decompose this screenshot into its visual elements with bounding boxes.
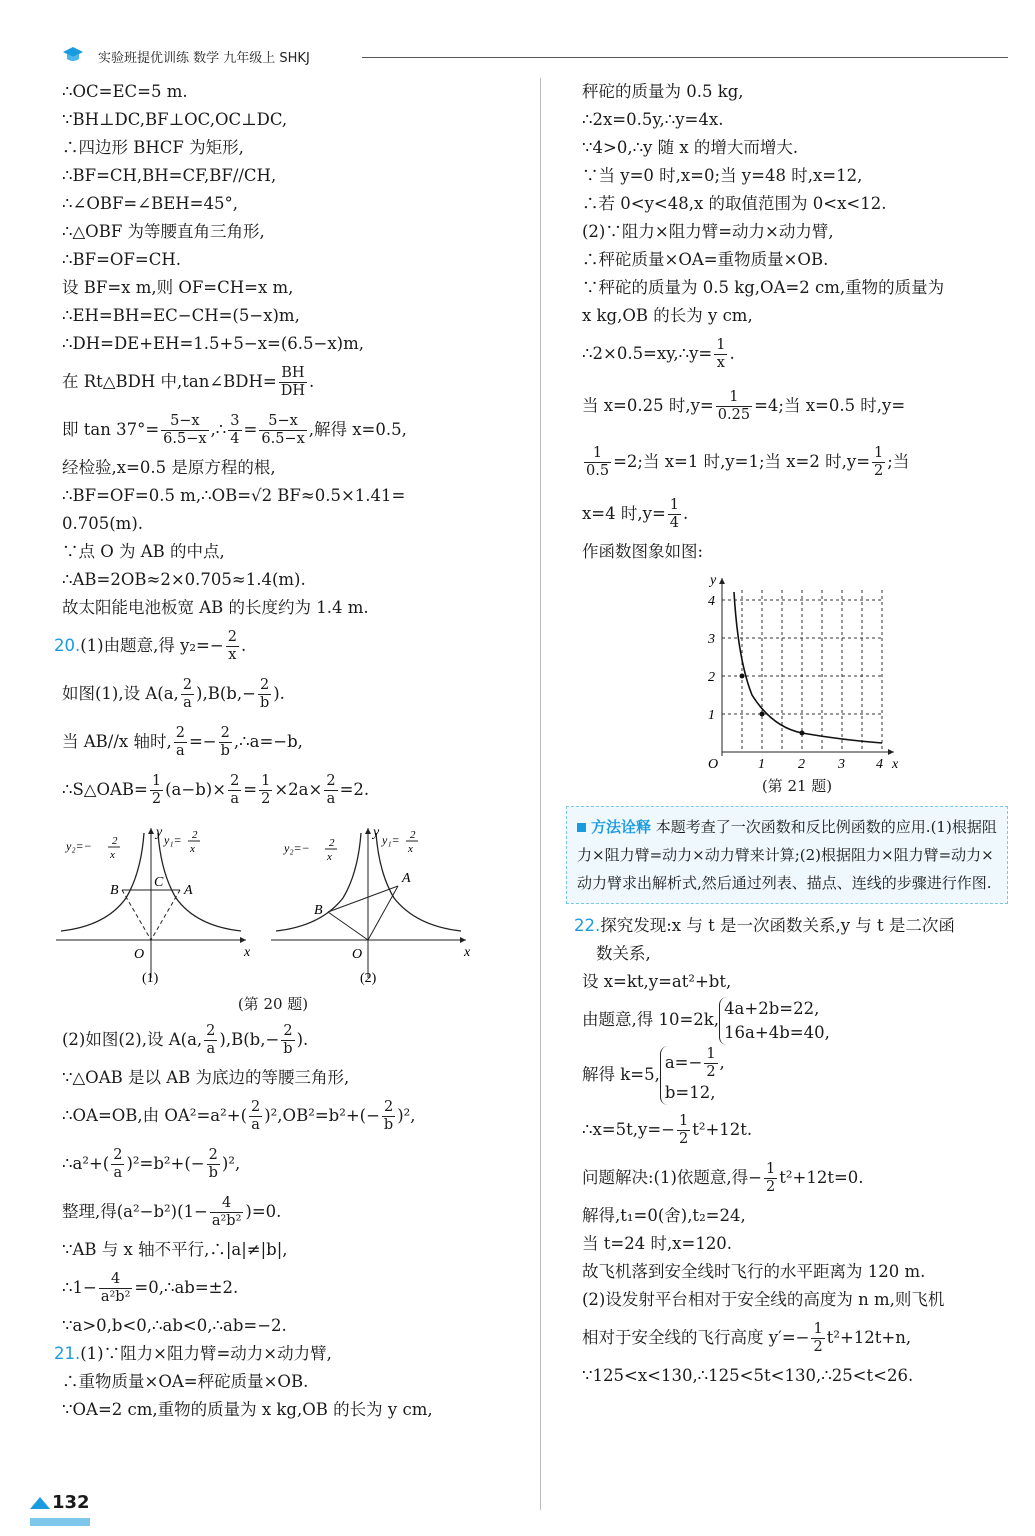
page-arrow-icon (30, 1497, 50, 1509)
method-note-box (566, 806, 1008, 904)
solution-line: $\frac{1}{0.5}$ =2;当 x=1 时,y=1;当 x=2 时,y= $\frac{1}{2}$ ;当 (586, 445, 910, 479)
y1-numerator: 2 (410, 829, 416, 841)
solution-line: 设 x=kt,y=at²+bt, (582, 972, 732, 991)
solution-line: ∴1− $\frac{4}{\text{a²b²}}$ =0,∴ab=±2. (62, 1271, 239, 1305)
solution-line: 故太阳能电池板宽 AB 的长度约为 1.4 m. (62, 598, 369, 617)
point-A-label: A (402, 871, 411, 886)
solution-line: ∴OA=OB,由 OA²=a²+( $\frac{2}{a}$ )²,OB²=b²+(− $\frac{2}{b}$ )², (62, 1099, 416, 1133)
solution-line: 经检验,x=0.5 是原方程的根, (62, 458, 276, 477)
point-C-label: C (154, 875, 164, 890)
solution-line: ∴BF=OF=CH. (62, 250, 181, 269)
solution-line: ∵当 y=0 时,x=0;当 y=48 时,x=12, (582, 166, 863, 185)
page-number-bar (30, 1518, 90, 1526)
question-number: 21. (54, 1344, 81, 1363)
figure-20 (46, 818, 476, 988)
solution-line: ∵a>0,b<0,∴ab<0,∴ab=−2. (62, 1316, 287, 1335)
solution-line: ∵4>0,∴y 随 x 的增大而增大. (582, 138, 799, 157)
y1-label: y₁= (382, 833, 400, 847)
y-axis-label: y (710, 573, 717, 588)
question-21-line: 21.(1)∵阻力×阻力臂=动力×动力臂, (54, 1344, 332, 1363)
y-axis-label: y (373, 825, 380, 840)
solution-line: (2)设发射平台相对于安全线的高度为 n m,则飞机 (582, 1290, 945, 1309)
solution-line: ∴△OBF 为等腰直角三角形, (62, 222, 265, 241)
solution-line: ∵AB 与 x 轴不平行,∴|a|≠|b|, (62, 1240, 288, 1259)
solution-line: 解得 k=5, a=− $\frac{1}{2}$ , b=12, (582, 1044, 1012, 1106)
solution-line: (2)如图(2),设 A(a, $\frac{2}{a}$ ),B(b,− $\frac{2}{b}$ ). (62, 1023, 309, 1057)
figure-20-caption: (第 20 题) (237, 995, 309, 1013)
figure-20-1-caption: (1) (142, 971, 159, 986)
solution-line: 解得,t₁=0(舍),t₂=24, (582, 1206, 746, 1225)
solution-line: 数关系, (596, 944, 651, 963)
column-divider (540, 78, 541, 1510)
x-tick-3: 3 (838, 757, 845, 770)
figure-20-1 (56, 825, 251, 986)
solution-line: ∴a²+( $\frac{2}{a}$ )²=b²+(− $\frac{2}{b}$ )², (62, 1147, 241, 1181)
solution-line: 即 tan 37°= $\frac{5-x}{6.5-x}$ ,∴ $\frac{3}{4}$ = $\frac{5-x}{6.5-x}$ ,解得 x=0.5, (62, 413, 407, 447)
page-header (62, 44, 1008, 68)
solution-line: ∴2×0.5=xy,∴y= $\frac{1}{x}$ . (582, 337, 735, 371)
header-title: 实验班提优训练 数学 九年级上 SHKJ (98, 51, 310, 66)
solution-line: 在 Rt△BDH 中,tan∠BDH= $\frac{BH}{DH}$ . (62, 365, 315, 399)
origin-label: O (708, 757, 719, 770)
solution-line: 当 t=24 时,x=120. (582, 1234, 733, 1253)
solution-line: ∴四边形 BHCF 为矩形, (62, 138, 244, 157)
solution-line: ∴OC=EC=5 m. (62, 82, 188, 101)
solution-line: ∴AB=2OB≈2×0.705≈1.4(m). (62, 570, 306, 589)
y1-numerator: 2 (192, 829, 198, 841)
solution-line: 故飞机落到安全线时飞行的水平距离为 120 m. (582, 1262, 926, 1281)
figure-20-2 (271, 825, 471, 986)
solution-line: ∴2x=0.5y,∴y=4x. (582, 110, 724, 129)
solution-line: ∴x=5t,y=− $\frac{1}{2}$ t²+12t. (582, 1113, 753, 1147)
figure-21-caption: (第 21 题) (761, 777, 833, 795)
y2-numerator: 2 (112, 835, 118, 847)
method-note-text: 本题考查了一次函数和反比例函数的应用.(1)根据阻力×阻力臂=动力×动力臂来计算;(2)根据阻力×阻力臂=动力×动力臂求出解析式,然后通过列表、描点、连线的步骤进行作图. (577, 818, 997, 892)
solution-line: ∴DH=DE+EH=1.5+5−x=(6.5−x)m, (62, 334, 364, 353)
y2-denominator: x (327, 851, 332, 863)
y1-denominator: x (190, 843, 195, 855)
solution-line: 设 BF=x m,则 OF=CH=x m, (62, 278, 294, 297)
right-column (574, 78, 1012, 1390)
question-20-line: 20.(1)由题意,得 y₂=− $\frac{2}{x}$ . (54, 629, 247, 663)
solution-line: ∴重物质量×OA=秤砣质量×OB. (62, 1372, 309, 1391)
x-tick-2: 2 (798, 757, 805, 770)
solution-line: ∴秤砣质量×OA=重物质量×OB. (582, 250, 829, 269)
solution-line: ∵BH⊥DC,BF⊥OC,OC⊥DC, (62, 110, 288, 129)
point-A-label: A (184, 883, 193, 898)
solution-line: 由题意,得 10=2k, 4a+2b=22, 16a+4b=40, (582, 996, 1012, 1044)
solution-line: ∵OA=2 cm,重物的质量为 x kg,OB 的长为 y cm, (62, 1400, 433, 1419)
x-tick-4: 4 (876, 757, 883, 770)
solution-line: 问题解决:(1)依题意,得− $\frac{1}{2}$ t²+12t=0. (582, 1161, 864, 1195)
x-axis-label: x (244, 945, 251, 960)
y2-numerator: 2 (329, 837, 335, 849)
y-tick-4: 4 (708, 594, 715, 609)
solution-line: ∵秤砣的质量为 0.5 kg,OA=2 cm,重物的质量为 (582, 278, 945, 297)
solution-line: ∴∠OBF=∠BEH=45°, (62, 194, 238, 213)
solution-line: ∵点 O 为 AB 的中点, (62, 542, 225, 561)
point-B-label: B (110, 883, 119, 898)
y2-denominator: x (110, 849, 115, 861)
question-number: 20. (54, 636, 81, 655)
solution-line: 0.705(m). (62, 514, 144, 533)
origin-label: O (352, 947, 363, 962)
y-tick-2: 2 (708, 670, 715, 685)
solution-line: 当 x=0.25 时,y= $\frac{1}{0.25}$ =4;当 x=0.5 时,y= (582, 389, 906, 423)
method-note-tag: 方法诠释 (577, 818, 651, 836)
question-number: 22. (574, 916, 601, 935)
y-tick-1: 1 (708, 708, 715, 723)
y2-label: y₂=− (66, 839, 92, 853)
x-axis-label: x (464, 945, 471, 960)
solution-line: x=4 时,y= $\frac{1}{4}$ . (582, 497, 689, 531)
solution-line: 当 AB//x 轴时, $\frac{2}{a}$ =− $\frac{2}{b}$ ,∴a=−b, (62, 725, 303, 759)
y-tick-3: 3 (708, 632, 715, 647)
solution-line: x kg,OB 的长为 y cm, (582, 306, 753, 325)
solution-line: ∴EH=BH=EC−CH=(5−x)m, (62, 306, 300, 325)
x-axis-label: x (892, 757, 899, 770)
figure-21-graph (692, 570, 902, 770)
figure-20-2-caption: (2) (360, 971, 377, 986)
page-number: 132 (30, 1492, 90, 1513)
header-rule (362, 57, 1008, 58)
question-22-line: 22.探究发现:x 与 t 是一次函数关系,y 与 t 是二次函 (574, 916, 955, 935)
left-column (54, 78, 524, 1424)
solution-line: 秤砣的质量为 0.5 kg, (582, 82, 744, 101)
solution-line: ∵△OAB 是以 AB 为底边的等腰三角形, (62, 1068, 350, 1087)
graduation-cap-icon (62, 46, 84, 64)
solution-line: 整理,得(a²−b²)(1− $\frac{4}{\text{a²b²}}$ )=0. (62, 1195, 282, 1229)
solution-line: ∴若 0<y<48,x 的取值范围为 0<x<12. (582, 194, 887, 213)
solution-line: ∴S△OAB= $\frac{1}{2}$ (a−b)× $\frac{2}{a}$ = $\frac{1}{2}$ ×2a× $\frac{2}{a}$ =2. (62, 773, 370, 807)
solution-line: ∴BF=OF=0.5 m,∴OB=√2 BF≈0.5×1.41= (62, 486, 406, 505)
solution-line: 相对于安全线的飞行高度 y′=− $\frac{1}{2}$ t²+12t+n, (582, 1321, 912, 1355)
y1-denominator: x (408, 843, 413, 855)
solution-line: ∵125<x<130,∴125<5t<130,∴25<t<26. (582, 1366, 914, 1385)
y-axis-label: y (156, 825, 163, 840)
solution-line: (2)∵阻力×阻力臂=动力×动力臂, (582, 222, 834, 241)
point-B-label: B (314, 903, 323, 918)
x-tick-1: 1 (758, 757, 765, 770)
y1-label: y₁= (164, 833, 182, 847)
solution-line: ∴BF=CH,BH=CF,BF//CH, (62, 166, 277, 185)
solution-line: 如图(1),设 A(a, $\frac{2}{a}$ ),B(b,− $\frac{2}{b}$ ). (62, 677, 285, 711)
y2-label: y₂=− (284, 841, 310, 855)
origin-label: O (134, 947, 145, 962)
solution-line: 作函数图象如图: (582, 542, 704, 561)
